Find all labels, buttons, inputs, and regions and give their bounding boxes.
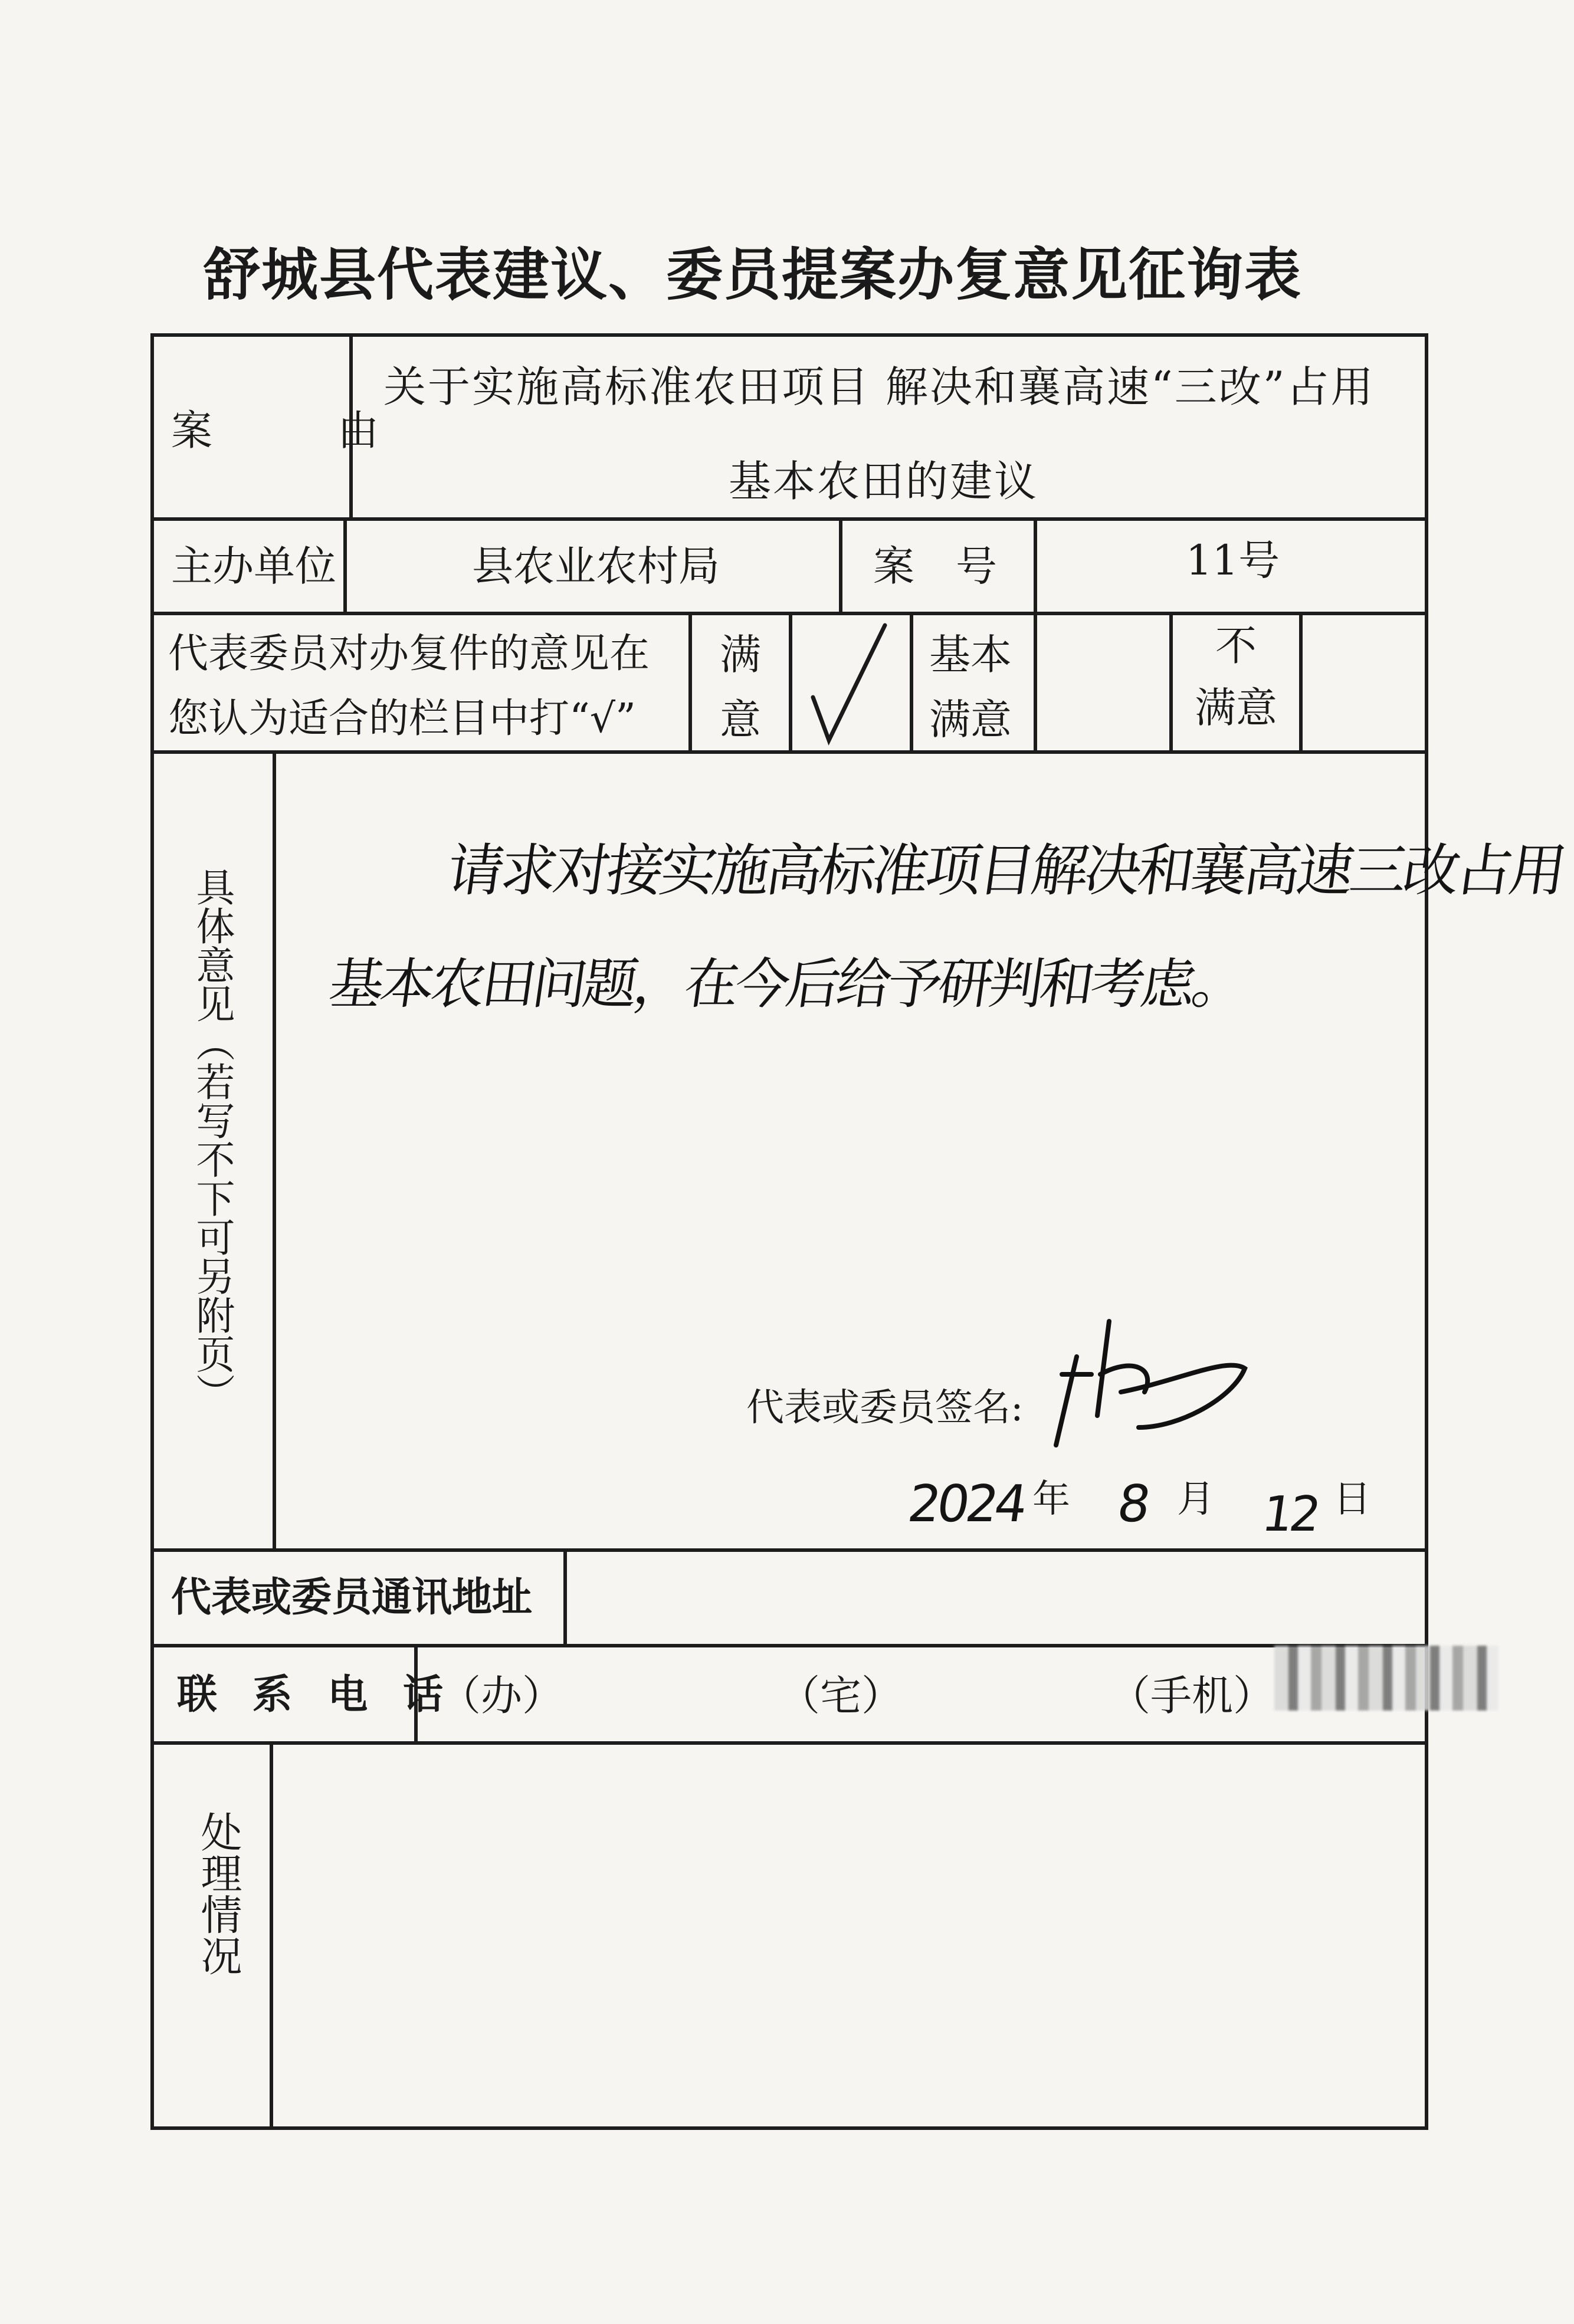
phone-home-label: （宅） xyxy=(779,1672,903,1720)
detail-label: 具体意见（若写不下可另附页） xyxy=(189,867,235,1412)
host-value: 县农业农村局 xyxy=(472,542,720,590)
handwriting-line2: 基本农田问题，在今后给予研判和考虑。 xyxy=(325,953,1248,1016)
phone-office-label: （办） xyxy=(440,1672,563,1720)
phone-mobile-label: （手机） xyxy=(1109,1672,1274,1720)
case-reason-line1: 关于实施高标准农田项目 解决和襄高速“三改”占用 xyxy=(383,362,1375,412)
case-reason-label: 案 由 xyxy=(171,406,393,455)
handling-label: 处理情况 xyxy=(194,1811,242,1976)
case-number-label: 案 号 xyxy=(873,542,997,590)
satisfied-label-1: 满 xyxy=(720,631,761,679)
page-title: 舒城县代表建议、委员提案办复意见征询表 xyxy=(204,242,1302,308)
redacted-phone-number xyxy=(1274,1646,1498,1711)
not-satisfied-label-2: 满意 xyxy=(1195,684,1277,732)
not-satisfied-label-1: 不 xyxy=(1215,622,1257,670)
opinion-label-line2: 您认为适合的栏目中打“√” xyxy=(168,695,636,742)
opinion-label-line1: 代表委员对办复件的意见在 xyxy=(168,631,650,677)
phone-label: 联 系 电 话 xyxy=(177,1672,454,1718)
address-label: 代表或委员通讯地址 xyxy=(171,1574,533,1621)
host-label: 主办单位 xyxy=(171,542,336,590)
date-month: 8 xyxy=(1113,1475,1151,1534)
signature-strokes xyxy=(1056,1321,1245,1445)
basic-satisfied-label-1: 基本 xyxy=(929,631,1012,679)
date-month-unit: 月 xyxy=(1177,1478,1215,1521)
check-mark xyxy=(813,625,885,740)
date-day-unit: 日 xyxy=(1333,1478,1371,1521)
date-year-unit: 年 xyxy=(1032,1478,1070,1521)
date-day: 12 xyxy=(1258,1486,1321,1542)
satisfied-label-2: 意 xyxy=(720,695,761,744)
handwriting-line1: 请求对接实施高标准项目解决和襄高速三改占用 xyxy=(443,838,1568,904)
basic-satisfied-label-2: 满意 xyxy=(929,695,1012,744)
signature-label: 代表或委员签名: xyxy=(746,1386,1024,1430)
case-reason-line2: 基本农田的建议 xyxy=(729,457,1039,506)
date-year: 2024 xyxy=(904,1475,1028,1534)
case-number-value: 11号 xyxy=(1186,536,1280,585)
